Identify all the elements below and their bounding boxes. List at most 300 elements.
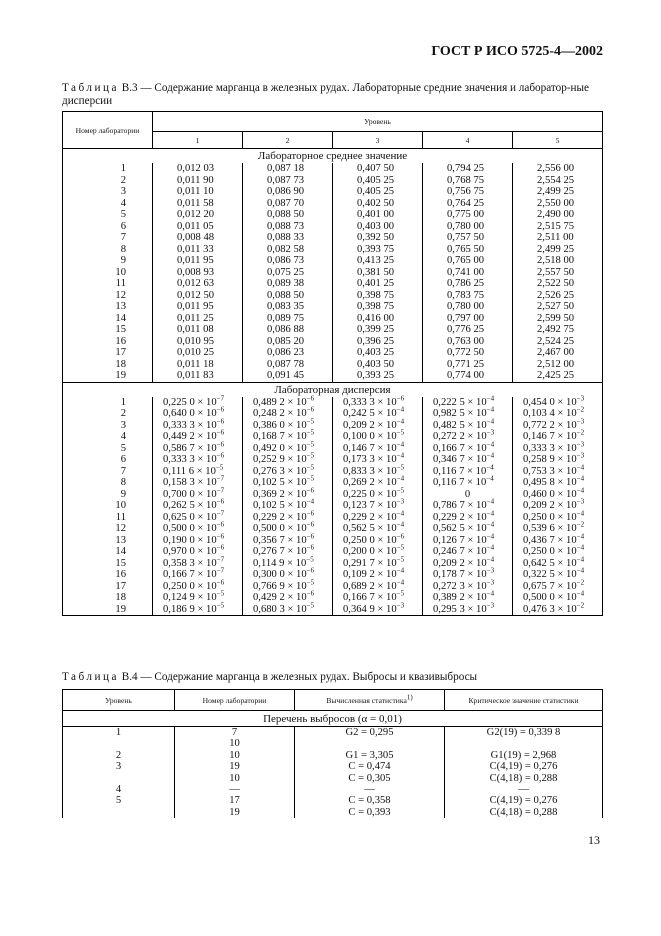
- variance-exponent: −4: [486, 589, 495, 598]
- variance-cell: [243, 497, 333, 512]
- variance-exponent: −7: [216, 485, 225, 494]
- lab-number-cell: 1: [63, 397, 153, 409]
- table-b4-caption: [62, 671, 602, 684]
- variance-mantissa: 0,333 3 × 10: [523, 442, 577, 454]
- variance-cell: [243, 589, 333, 604]
- variance-cell: [153, 439, 243, 455]
- variance-mantissa: 0,250 0 × 10: [343, 534, 397, 546]
- mean-value-cell: 2,490 00: [513, 209, 603, 221]
- variance-mantissa: 0,111 6 × 10: [163, 465, 216, 477]
- variance-mantissa: 0,225 0 × 10: [163, 396, 217, 408]
- mean-value-cell: 2,524 25: [513, 336, 603, 348]
- variance-exponent: −5: [306, 474, 315, 483]
- mean-value-cell: 0,776 25: [423, 324, 513, 336]
- variance-mantissa: 0,209 2 × 10: [433, 557, 487, 569]
- variance-cell: [513, 554, 603, 570]
- mean-value-cell: 0,011 83: [153, 370, 243, 382]
- lab-number-cell: 14: [63, 546, 153, 558]
- variance-exponent: −6: [216, 531, 225, 540]
- mean-value-cell: 0,398 75: [333, 301, 423, 313]
- variance-cell: [243, 462, 333, 478]
- variance-mantissa: 0,229 2 × 10: [253, 511, 307, 523]
- variance-cell: [513, 474, 603, 489]
- mean-value-cell: 0,413 25: [333, 255, 423, 267]
- variance-exponent: −6: [306, 485, 315, 494]
- table-b3: [62, 111, 603, 616]
- variance-exponent: −6: [306, 393, 315, 402]
- table-row: [63, 569, 603, 581]
- variance-mantissa: 0,246 7 × 10: [433, 546, 487, 557]
- critical-value-cell: —: [445, 784, 603, 795]
- variance-exponent: −6: [396, 531, 405, 540]
- variance-mantissa: 0,675 7 × 10: [523, 580, 577, 592]
- variance-mantissa: 0,262 5 × 10: [163, 500, 217, 511]
- variance-mantissa: 0,123 7 × 10: [343, 500, 397, 511]
- mean-value-cell: 0,012 50: [153, 290, 243, 302]
- variance-cell: [423, 577, 513, 593]
- mean-value-cell: 0,401 25: [333, 278, 423, 290]
- lab-number-cell: 8: [63, 477, 153, 489]
- mean-value-cell: 0,088 50: [243, 209, 333, 221]
- col-statistic-label: Вычисленная статистика: [326, 695, 407, 705]
- section-mean: Лабораторное среднее значение: [63, 149, 603, 164]
- variance-exponent: −4: [486, 474, 494, 483]
- variance-exponent: −3: [396, 497, 405, 506]
- variance-cell: [333, 554, 423, 570]
- col-lab-number: Номер лаборатории: [63, 112, 153, 149]
- lab-number-cell: 11: [63, 512, 153, 524]
- mean-value-cell: 0,381 50: [333, 267, 423, 279]
- critical-value-cell: G1(19) = 2,968: [445, 750, 603, 761]
- section-outliers: Перечень выбросов (α = 0,01): [63, 711, 603, 727]
- variance-mantissa: 0,166 7 × 10: [163, 569, 217, 580]
- mean-value-cell: 0,783 75: [423, 290, 513, 302]
- table-row: [63, 807, 603, 818]
- variance-exponent: −5: [306, 554, 314, 563]
- table-row: [63, 761, 603, 772]
- mean-value-cell: 2,467 00: [513, 347, 603, 359]
- lab-number-cell: 19: [175, 807, 295, 818]
- variance-exponent: −5: [306, 451, 315, 460]
- table-row: [63, 466, 603, 478]
- variance-cell: [423, 600, 513, 616]
- variance-cell: [243, 508, 333, 524]
- variance-cell: [513, 462, 603, 478]
- level-cell: [63, 738, 175, 749]
- variance-cell: [153, 589, 243, 604]
- variance-mantissa: 0,114 9 × 10: [253, 557, 307, 569]
- variance-mantissa: 0,126 7 × 10: [433, 534, 487, 546]
- mean-value-cell: 0,008 93: [153, 267, 243, 279]
- variance-mantissa: 0,833 3 × 10: [343, 465, 397, 477]
- variance-mantissa: 0,102 5 × 10: [253, 477, 307, 488]
- mean-value-cell: 0,011 33: [153, 244, 243, 256]
- variance-mantissa: 0,346 7 × 10: [433, 454, 487, 465]
- variance-cell: [333, 393, 423, 409]
- caption-label: Таблица: [62, 671, 119, 683]
- variance-mantissa: 0,495 8 × 10: [523, 477, 577, 488]
- variance-cell: [513, 589, 603, 604]
- variance-exponent: −7: [216, 554, 225, 563]
- variance-cell: [423, 543, 513, 558]
- mean-value-cell: 2,527 50: [513, 301, 603, 313]
- variance-exponent: −5: [396, 462, 405, 471]
- table-row: [63, 443, 603, 455]
- variance-cell: [423, 405, 513, 420]
- variance-cell: [333, 600, 423, 616]
- lab-number-cell: 3: [63, 186, 153, 198]
- variance-exponent: −3: [576, 393, 585, 402]
- lab-number-cell: 15: [63, 324, 153, 336]
- variance-exponent: −4: [396, 577, 405, 586]
- variance-cell: [243, 428, 333, 443]
- lab-number-cell: 19: [63, 604, 153, 616]
- lab-number-cell: 19: [63, 370, 153, 382]
- mean-value-cell: 0,089 75: [243, 313, 333, 325]
- variance-exponent: −6: [216, 405, 225, 414]
- variance-mantissa: 0,753 3 × 10: [523, 465, 577, 477]
- variance-mantissa: 0,356 7 × 10: [253, 534, 307, 546]
- lab-number-cell: 2: [63, 175, 153, 187]
- table-row: [63, 370, 603, 382]
- variance-exponent: −6: [306, 405, 315, 414]
- variance-mantissa: 0,539 6 × 10: [523, 523, 577, 534]
- variance-exponent: −4: [486, 405, 495, 414]
- variance-exponent: −4: [576, 508, 585, 517]
- variance-exponent: −5: [306, 600, 315, 609]
- variance-mantissa: 0,364 9 × 10: [343, 603, 397, 615]
- mean-value-cell: 0,082 58: [243, 244, 333, 256]
- table-row: [63, 738, 603, 749]
- variance-cell: [333, 462, 423, 478]
- caption-label: Таблица: [62, 82, 119, 94]
- lab-number-cell: 13: [63, 535, 153, 547]
- level-cell: 1: [63, 727, 175, 739]
- lab-number-cell: 7: [63, 232, 153, 244]
- variance-exponent: −4: [396, 508, 405, 517]
- mean-value-cell: 0,407 50: [333, 163, 423, 175]
- variance-exponent: −4: [576, 566, 585, 575]
- col-lab-number: Номер лаборатории: [175, 690, 295, 711]
- statistic-cell: G2 = 0,295: [295, 727, 445, 739]
- variance-mantissa: 0,333 3 × 10: [163, 419, 217, 431]
- variance-cell: [243, 543, 333, 558]
- variance-exponent: −4: [486, 451, 495, 460]
- lab-number-cell: 4: [63, 431, 153, 443]
- level-cell: 4: [63, 784, 175, 795]
- variance-cell: [153, 416, 243, 432]
- lab-number-cell: 7: [63, 466, 153, 478]
- variance-exponent: −2: [576, 600, 585, 609]
- variance-cell: [243, 520, 333, 535]
- mean-value-cell: 0,011 95: [153, 255, 243, 267]
- variance-cell: [333, 474, 423, 489]
- table-row: [63, 163, 603, 175]
- footnote-mark: 1): [406, 692, 413, 701]
- variance-mantissa: 0,186 9 × 10: [163, 603, 217, 615]
- mean-value-cell: 0,088 73: [243, 221, 333, 233]
- mean-value-cell: 0,775 00: [423, 209, 513, 221]
- variance-cell: [333, 531, 423, 547]
- variance-cell: [243, 566, 333, 581]
- table-row: [63, 604, 603, 616]
- variance-exponent: −4: [576, 485, 585, 494]
- table-b3-caption: [62, 82, 602, 107]
- variance-exponent: −4: [396, 566, 405, 575]
- variance-exponent: −5: [216, 589, 225, 598]
- level-cell: 2: [63, 750, 175, 761]
- lab-number-cell: 12: [63, 290, 153, 302]
- variance-exponent: −5: [306, 577, 315, 586]
- table-row: [63, 546, 603, 558]
- variance-exponent: −7: [216, 566, 225, 575]
- variance-cell: [513, 428, 603, 443]
- lab-number-cell: 16: [63, 569, 153, 581]
- table-row: [63, 500, 603, 512]
- variance-cell: [153, 497, 243, 512]
- mean-value-cell: 2,556 00: [513, 163, 603, 175]
- lab-number-cell: 9: [63, 489, 153, 501]
- variance-mantissa: 0,276 7 × 10: [253, 546, 307, 557]
- variance-cell: [423, 462, 513, 478]
- mean-value-cell: 0,011 95: [153, 301, 243, 313]
- section-row: [63, 382, 603, 397]
- variance-exponent: −3: [486, 566, 495, 575]
- variance-mantissa: 0,291 7 × 10: [343, 557, 397, 569]
- table-row: [63, 477, 603, 489]
- mean-value-cell: 0,086 23: [243, 347, 333, 359]
- lab-number-cell: 18: [63, 359, 153, 371]
- variance-mantissa: 0,358 3 × 10: [163, 557, 217, 569]
- caption-text: В.4 — Содержание марганца в железных рудах. Выбросы и квазивыбросы: [118, 671, 478, 683]
- variance-cell: [423, 474, 513, 489]
- variance-cell: [333, 543, 423, 558]
- variance-exponent: −3: [396, 600, 405, 609]
- table-row: [63, 347, 603, 359]
- mean-value-cell: 0,011 10: [153, 186, 243, 198]
- mean-value-cell: 0,772 50: [423, 347, 513, 359]
- mean-value-cell: 0,086 73: [243, 255, 333, 267]
- mean-value-cell: 0,786 25: [423, 278, 513, 290]
- lab-number-cell: 3: [63, 420, 153, 432]
- variance-mantissa: 0,766 9 × 10: [253, 580, 307, 592]
- lab-number-cell: 5: [63, 443, 153, 455]
- variance-exponent: −4: [576, 543, 585, 552]
- mean-value-cell: 0,797 00: [423, 313, 513, 325]
- lab-number-cell: —: [175, 784, 295, 795]
- lab-number-cell: 8: [63, 244, 153, 256]
- variance-cell: [153, 405, 243, 420]
- table-row: [63, 512, 603, 524]
- critical-value-cell: [445, 738, 603, 749]
- variance-exponent: −4: [396, 405, 405, 414]
- variance-mantissa: 0,386 0 × 10: [253, 419, 307, 431]
- variance-mantissa: 0,272 2 × 10: [433, 431, 487, 442]
- variance-cell: [153, 543, 243, 558]
- variance-mantissa: 0,642 5 × 10: [523, 557, 577, 569]
- mean-value-cell: 0,011 25: [153, 313, 243, 325]
- variance-mantissa: 0,258 9 × 10: [523, 454, 577, 465]
- variance-cell: [513, 543, 603, 558]
- variance-cell: [243, 405, 333, 420]
- variance-exponent: −2: [576, 405, 585, 414]
- mean-value-cell: 0,083 35: [243, 301, 333, 313]
- variance-cell: [153, 485, 243, 501]
- mean-value-cell: 0,011 18: [153, 359, 243, 371]
- table-row: [63, 336, 603, 348]
- variance-mantissa: 0,190 0 × 10: [163, 534, 217, 546]
- variance-exponent: −4: [486, 416, 495, 425]
- mean-value-cell: 0,768 75: [423, 175, 513, 187]
- variance-exponent: −6: [216, 520, 225, 529]
- variance-exponent: −5: [306, 462, 315, 471]
- variance-mantissa: 0,680 3 × 10: [253, 603, 307, 615]
- variance-cell: [513, 508, 603, 524]
- document-header: ГОСТ Р ИСО 5725-4—2002: [431, 44, 603, 59]
- variance-exponent: −4: [486, 497, 495, 506]
- variance-mantissa: 0,586 7 × 10: [163, 442, 217, 454]
- variance-cell: [513, 451, 603, 466]
- table-row: [63, 523, 603, 535]
- mean-value-cell: 0,405 25: [333, 175, 423, 187]
- mean-value-cell: 0,780 00: [423, 221, 513, 233]
- variance-cell: [153, 600, 243, 616]
- mean-value-cell: 0,764 25: [423, 198, 513, 210]
- statistic-cell: —: [295, 784, 445, 795]
- lab-number-cell: 6: [63, 454, 153, 466]
- variance-mantissa: 0,369 2 × 10: [253, 488, 307, 500]
- variance-exponent: −4: [396, 439, 405, 448]
- variance-mantissa: 0,500 0 × 10: [253, 523, 307, 534]
- variance-mantissa: 0,786 7 × 10: [433, 500, 487, 511]
- variance-mantissa: 0,272 3 × 10: [433, 580, 487, 592]
- variance-exponent: −4: [486, 439, 495, 448]
- mean-value-cell: 0,087 18: [243, 163, 333, 175]
- lab-number-cell: 7: [175, 727, 295, 739]
- variance-exponent: −5: [396, 554, 405, 563]
- variance-cell: [333, 589, 423, 604]
- variance-cell: [513, 497, 603, 512]
- table-row: [63, 454, 603, 466]
- level-header: 2: [243, 132, 333, 149]
- variance-cell: [513, 577, 603, 593]
- table-row: [63, 175, 603, 187]
- variance-exponent: −4: [486, 554, 495, 563]
- mean-value-cell: 0,087 70: [243, 198, 333, 210]
- lab-number-cell: 12: [63, 523, 153, 535]
- table-row: [63, 535, 603, 547]
- variance-cell: [423, 428, 513, 443]
- lab-number-cell: 17: [63, 581, 153, 593]
- mean-value-cell: 0,765 50: [423, 244, 513, 256]
- critical-value-cell: G2(19) = 0,339 8: [445, 727, 603, 739]
- variance-mantissa: 0,116 7 × 10: [433, 477, 487, 488]
- variance-mantissa: 0,242 5 × 10: [343, 408, 397, 419]
- mean-value-cell: 0,401 00: [333, 209, 423, 221]
- variance-exponent: −5: [306, 428, 315, 437]
- table-row: [63, 290, 603, 302]
- variance-mantissa: 0,689 2 × 10: [343, 580, 397, 592]
- variance-cell: [333, 416, 423, 432]
- variance-exponent: −4: [486, 520, 495, 529]
- col-level: Уровень: [63, 690, 175, 711]
- statistic-cell: C = 0,393: [295, 807, 445, 818]
- level-header: 5: [513, 132, 603, 149]
- table-row: [63, 209, 603, 221]
- lab-number-cell: 2: [63, 408, 153, 420]
- variance-mantissa: 0,640 0 × 10: [163, 408, 217, 419]
- variance-cell: [153, 531, 243, 547]
- variance-mantissa: 0,229 2 × 10: [433, 511, 487, 523]
- variance-exponent: −6: [216, 416, 225, 425]
- variance-exponent: −4: [576, 531, 585, 540]
- mean-value-cell: 0,075 25: [243, 267, 333, 279]
- variance-mantissa: 0,103 4 × 10: [523, 408, 577, 419]
- mean-value-cell: 0,396 25: [333, 336, 423, 348]
- table-row: [63, 784, 603, 795]
- variance-mantissa: 0,476 3 × 10: [523, 603, 577, 615]
- table-row: [63, 727, 603, 739]
- mean-value-cell: 0,087 78: [243, 359, 333, 371]
- mean-value-cell: 2,492 75: [513, 324, 603, 336]
- mean-value-cell: 2,518 00: [513, 255, 603, 267]
- variance-cell: [243, 451, 333, 466]
- section-variance: Лабораторная дисперсия: [63, 382, 603, 397]
- table-row: [63, 558, 603, 570]
- variance-cell: [153, 520, 243, 535]
- variance-exponent: −6: [216, 497, 225, 506]
- variance-exponent: −3: [486, 600, 495, 609]
- variance-exponent: −5: [306, 439, 315, 448]
- table-row: [63, 244, 603, 256]
- variance-exponent: −6: [396, 393, 405, 402]
- mean-value-cell: 2,554 25: [513, 175, 603, 187]
- variance-mantissa: 0,146 7 × 10: [343, 442, 397, 454]
- mean-value-cell: 0,085 20: [243, 336, 333, 348]
- table-row: [63, 198, 603, 210]
- mean-value-cell: 0,393 75: [333, 244, 423, 256]
- variance-cell: [243, 600, 333, 616]
- mean-value-cell: 0,780 00: [423, 301, 513, 313]
- mean-value-cell: 2,550 00: [513, 198, 603, 210]
- variance-cell: [513, 439, 603, 455]
- variance-cell: [333, 405, 423, 420]
- variance-mantissa: 0,333 3 × 10: [163, 454, 217, 465]
- mean-value-cell: 2,425 25: [513, 370, 603, 382]
- level-header: 4: [423, 132, 513, 149]
- variance-cell: [423, 393, 513, 409]
- variance-mantissa: 0,500 0 × 10: [523, 592, 577, 603]
- variance-mantissa: 0,100 0 × 10: [343, 431, 397, 442]
- mean-value-cell: 0,771 25: [423, 359, 513, 371]
- variance-exponent: −4: [486, 531, 495, 540]
- variance-cell: [153, 508, 243, 524]
- variance-mantissa: 0,158 3 × 10: [163, 477, 217, 488]
- variance-cell: [243, 393, 333, 409]
- table-row: [63, 186, 603, 198]
- table-row: [63, 795, 603, 806]
- mean-value-cell: 2,522 50: [513, 278, 603, 290]
- table-row: [63, 397, 603, 409]
- mean-value-cell: 2,526 25: [513, 290, 603, 302]
- table-b4: [62, 689, 603, 818]
- mean-value-cell: 0,763 00: [423, 336, 513, 348]
- variance-cell: [243, 439, 333, 455]
- lab-number-cell: 10: [63, 267, 153, 279]
- mean-value-cell: 2,557 50: [513, 267, 603, 279]
- mean-value-cell: 0,403 50: [333, 359, 423, 371]
- variance-cell: [333, 439, 423, 455]
